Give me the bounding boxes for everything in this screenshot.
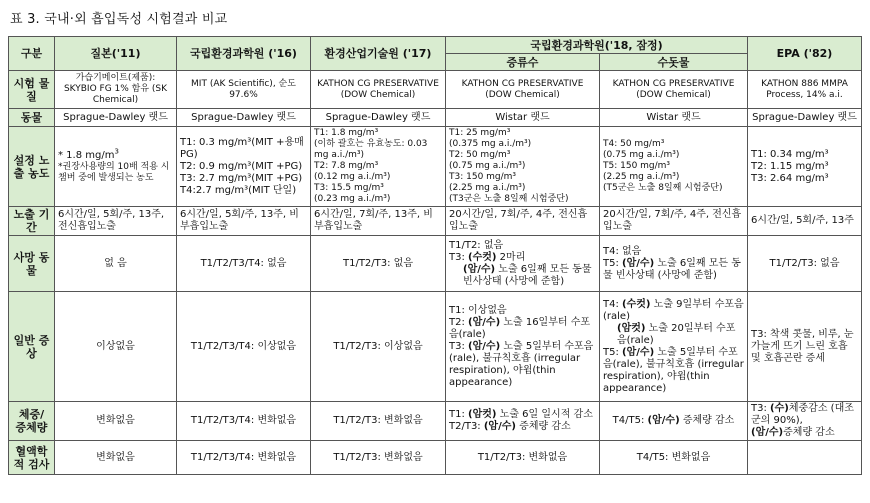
cell — [311, 127, 446, 207]
line: (암/수) 노출 6일째 모든 동물 빈사상태 (사망에 준함) — [463, 263, 592, 287]
cell: Sprague-Dawley 랫드 — [177, 109, 311, 127]
cell — [446, 402, 600, 441]
cell — [446, 292, 600, 402]
row-label-symptom: 일반 증상 — [9, 292, 55, 402]
table-row — [9, 236, 862, 292]
cell — [600, 236, 748, 292]
line: T4: (수컷) 노출 9일부터 수포음(rale) — [603, 298, 744, 322]
line: T2: 1.15 mg/m³ — [751, 160, 829, 172]
cell: 이상없음 — [55, 292, 177, 402]
table-row — [9, 292, 862, 402]
line: (암컷) 노출 20일부터 수포음(rale) — [617, 322, 736, 346]
line: T2: (암/수) 노출 16일부터 수포음(rale) — [449, 316, 591, 340]
line: T5: 150 mg/m³ — [603, 161, 671, 171]
cell: Sprague-Dawley 랫드 — [311, 109, 446, 127]
cell: Wistar 랫드 — [600, 109, 748, 127]
line: (T5군은 노출 8일째 시험중단) — [603, 183, 723, 193]
cell: T1/T2/T3: 변화없음 — [311, 402, 446, 441]
row-label-concentration: 설정 노출 농도 — [9, 127, 55, 207]
line: T3: 2.64 mg/m³ — [751, 172, 829, 184]
cell: Sprague-Dawley 랫드 — [55, 109, 177, 127]
cell: KATHON CG PRESERVATIVE (DOW Chemical) — [600, 71, 748, 109]
line: T3: 150 mg/m³ — [449, 172, 517, 182]
row-label-death: 사망 동물 — [9, 236, 55, 292]
row-label-weight: 체중/ 증체량 — [9, 402, 55, 441]
header-epa: EPA ('82) — [748, 37, 862, 71]
cell — [600, 292, 748, 402]
row-label-blood: 혈액학적 검사 — [9, 441, 55, 475]
header-nier-18: 국립환경과학원('18, 잠정) — [446, 37, 748, 54]
cell — [748, 402, 862, 441]
header-kcdc: 질본('11) — [55, 37, 177, 71]
table-row — [9, 109, 862, 127]
line: T3: 15.5 mg/m³ — [314, 183, 384, 193]
cell — [446, 127, 600, 207]
cell: T1/T2/T3/T4: 이상없음 — [177, 292, 311, 402]
line: T4: 50 mg/m³ — [603, 139, 665, 149]
conc-note: *권장사용량의 10배 적용 시 챔버 중에 발생되는 농도 — [58, 161, 170, 183]
cell: KATHON CG PRESERVATIVE (DOW Chemical) — [311, 71, 446, 109]
table-row — [9, 71, 862, 109]
line: T1: 25 mg/m³ — [449, 128, 511, 138]
cell — [748, 441, 862, 475]
cell: T1/T2/T3: 없음 — [311, 236, 446, 292]
cell: 변화없음 — [55, 402, 177, 441]
line: T1: 이상없음 — [449, 304, 507, 316]
cell: T1/T2/T3/T4: 변화없음 — [177, 402, 311, 441]
row-label-animal: 동물 — [9, 109, 55, 127]
cell: T3: 착색 콧물, 비루, 눈 가늘게 뜨기 느린 호흡 및 호흡곤란 증세 — [748, 292, 862, 402]
line: (0.375 mg a.i./m³) — [449, 139, 532, 149]
cell: T1/T2/T3: 없음 — [748, 236, 862, 292]
line: (0.23 mg a.i./m³) — [314, 194, 391, 204]
cell — [748, 127, 862, 207]
comparison-table — [8, 36, 862, 475]
line: T3: 2.7 mg/m³(MIT +PG) — [180, 172, 303, 184]
table-row — [9, 402, 862, 441]
line: (2.25 mg a.i./m³) — [603, 172, 680, 182]
cell: 6시간/일, 7회/주, 13주, 비부흡입노출 — [311, 207, 446, 236]
line: T5: (암/수) 노출 5일부터 수포음(rale), 불규칙호흡 (irregular respiration), 야윔(thin appearance) — [603, 346, 744, 394]
cell: 6시간/일, 5회/주, 13주, 전신흡입노출 — [55, 207, 177, 236]
header-distilled-water: 증류수 — [446, 54, 600, 71]
cell: KATHON 886 MMPA Process, 14% a.i. — [748, 71, 862, 109]
cell — [446, 236, 600, 292]
cell: T1/T2/T3: 이상없음 — [311, 292, 446, 402]
line: T4:2.7 mg/m³(MIT 단일) — [180, 184, 297, 196]
line: (0.12 mg a.i./m³) — [314, 172, 391, 182]
line: (0.75 mg a.i./m³) — [449, 161, 526, 171]
line: T2/T3: (암/수) 증체량 감소 — [449, 421, 571, 432]
cell: 가습기메이트(제품): SKYBIO FG 1% 함유 (SK Chemical) — [55, 71, 177, 109]
cell: T1/T2/T3/T4: 없음 — [177, 236, 311, 292]
cell — [600, 127, 748, 207]
row-label-period: 노출 기간 — [9, 207, 55, 236]
line: T1: (암컷) 노출 6일 일시적 감소 — [449, 409, 593, 420]
header-nier-16: 국립환경과학원 ('16) — [177, 37, 311, 71]
cell: 없 음 — [55, 236, 177, 292]
header-tap-water: 수돗물 — [600, 54, 748, 71]
cell: Sprague-Dawley 랫드 — [748, 109, 862, 127]
conc-value: * 1.8 $mg/m^3$ — [58, 147, 119, 161]
line: T3: (수컷) 2마리 — [449, 251, 526, 263]
line: T4: 없음 — [603, 245, 642, 257]
header-category: 구분 — [9, 37, 55, 71]
table-row — [9, 207, 862, 236]
line: T2: 7.8 mg/m³ — [314, 161, 379, 171]
line: T1: 0.34 mg/m³ — [751, 148, 829, 160]
cell: T1/T2/T3: 변화없음 — [446, 441, 600, 475]
line: T5: (암/수) 노출 6일째 모든 동물 빈사상태 (사망에 준함) — [603, 257, 741, 281]
line: (암/수)증체량 감소 — [751, 427, 835, 438]
line: (이하 괄호는 유효농도: 0.03 mg a.i./m³) — [314, 139, 428, 160]
cell: T1/T2/T3: 변화없음 — [311, 441, 446, 475]
line: T2: 50 mg/m³ — [449, 150, 511, 160]
cell: KATHON CG PRESERVATIVE (DOW Chemical) — [446, 71, 600, 109]
line: T2: 0.9 mg/m³(MIT +PG) — [180, 160, 303, 172]
line: (0.75 mg a.i./m³) — [603, 150, 680, 160]
cell — [177, 127, 311, 207]
cell: 6시간/일, 5회/주, 13주 — [748, 207, 862, 236]
table-row — [9, 441, 862, 475]
line: (T3군은 노출 8일째 시험중단) — [449, 194, 569, 204]
line: T1: 1.8 mg/m³ — [314, 128, 379, 138]
cell: 변화없음 — [55, 441, 177, 475]
cell — [55, 127, 177, 207]
cell: 20시간/일, 7회/주, 4주, 전신흡입노출 — [446, 207, 600, 236]
cell: 20시간/일, 7회/주, 4주, 전신흡입노출 — [600, 207, 748, 236]
line: T3: (암/수) 노출 5일부터 수포음(rale), 불규칙호흡 (irregular respiration), 야윔(thin appearance) — [449, 340, 594, 388]
cell: T4/T5: (암/수) 증체량 감소 — [600, 402, 748, 441]
cell: MIT (AK Scientific), 순도 97.6% — [177, 71, 311, 109]
table-row — [9, 127, 862, 207]
cell: 6시간/일, 5회/주, 13주, 비부흡입노출 — [177, 207, 311, 236]
line: T1: 0.3 mg/m³(MIT +용매 PG) — [180, 136, 304, 160]
line: T1/T2: 없음 — [449, 239, 504, 251]
row-label-material: 시험 물질 — [9, 71, 55, 109]
line: (2.25 mg a.i./m³) — [449, 183, 526, 193]
cell: T4/T5: 변화없음 — [600, 441, 748, 475]
cell: Wistar 랫드 — [446, 109, 600, 127]
table-caption: 표 3. 국내·외 흡입독성 시험결과 비교 — [10, 12, 228, 27]
cell: T1/T2/T3/T4: 변화없음 — [177, 441, 311, 475]
header-keiti-17: 환경산업기술원 ('17) — [311, 37, 446, 71]
line: T3: (수)체중감소 (대조군의 90%), — [751, 403, 854, 426]
